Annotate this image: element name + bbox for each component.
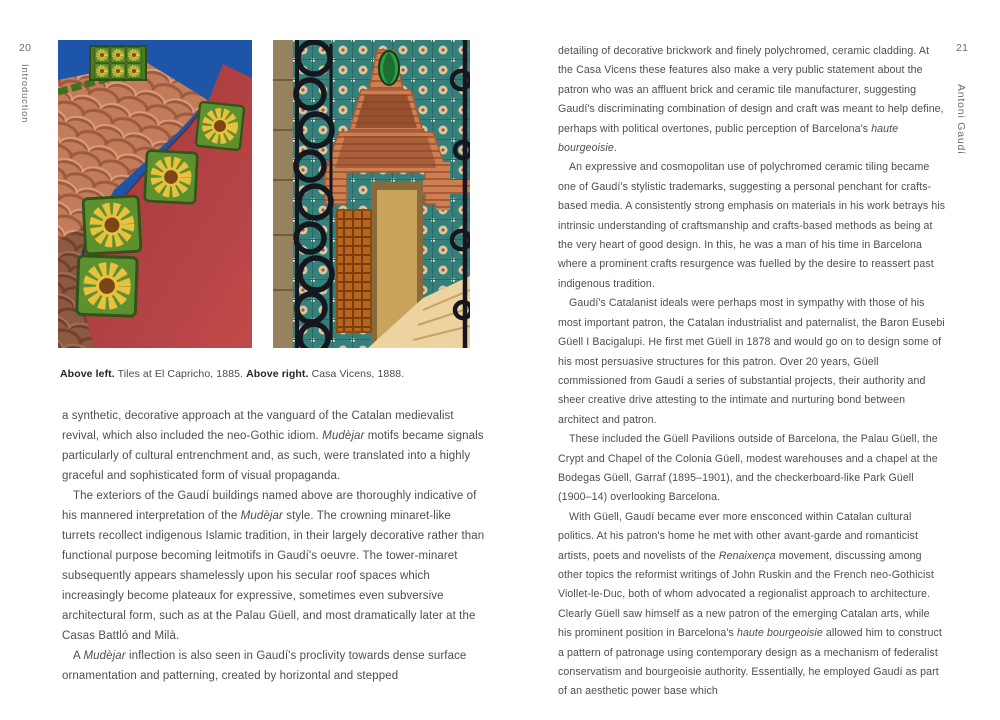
green-ornament-icon: [379, 51, 399, 85]
text-run: Mudèjar: [83, 650, 126, 662]
sunflower-chimney: [90, 46, 146, 80]
paragraph: [558, 508, 946, 702]
casa-vicens-photo: [273, 40, 470, 348]
text-run: Tiles at El Capricho, 1885.: [114, 367, 247, 380]
paragraph: [558, 42, 946, 158]
text-run: A: [73, 650, 84, 662]
paragraph: [558, 294, 946, 430]
text-run: Renaixença: [718, 549, 776, 562]
text-run: inflection is also seen in Gaudí's proclivity towards dense surface ornamentation and patterning, created by horizontal and stepped: [62, 650, 467, 682]
paragraph: [558, 430, 946, 508]
text-run: These included the Güell Pavilions outside of Barcelona, the Palau Güell, the Crypt and Chapel of the Colonia Güell, modest warehouses and a chapel at the Bodegas Güell, Garraf (1895–1901), and the checkerboard-like Park Güell (1900–14) overlooking Barcelona.: [558, 433, 938, 504]
text-run: Mudèjar: [240, 510, 283, 522]
text-run: allowed him to construct a pattern of patronage using contemporary design as a mechanism of federalist conservatism and bourgeoisie authority. Essentially, he employed Gaudí as part of an aesthetic power base which: [558, 627, 942, 698]
text-run: Mudèjar: [322, 430, 365, 442]
text-run: Above left.: [60, 367, 115, 380]
stone-wall: [273, 40, 293, 348]
page-number-left: 20: [19, 42, 32, 54]
text-run: An expressive and cosmopolitan use of polychromed ceramic tiling became one of Gaudí's stylistic trademarks, suggesting a personal penchant for crafts-based media. A consistently strong emphasis on materials in his work betrays his intrinsic understanding of craftsmanship and crafts-based methods as being at the very heart of good design. In this, he was a man of his time in Barcelona where a prominent crafts resurgence was fuelled by the desire to reassert past indigenous tradition.: [558, 161, 946, 290]
margin-label-introduction: Introduction: [19, 64, 30, 124]
text-run: haute bourgeoisie: [558, 122, 899, 155]
text-run: Casa Vicens, 1888.: [308, 367, 405, 380]
text-run: detailing of decorative brickwork and finely polychromed, ceramic cladding. At the Casa Vicens these features also make a very public statement about the patron who was an affluent brick and ceramic tile manufacturer, suggesting Gaudí's discriminating combination of design and craft was meant to help define, perhaps with political overtones, public perception of Barcelona's: [558, 45, 944, 135]
text-run: With Güell, Gaudí became ever more ensconced within Catalan cultural politics. At his patron's home he met with other avant-garde and romanticist artists, poets and novelists of the: [558, 510, 918, 562]
page-number-right: 21: [956, 42, 969, 54]
text-run: motifs became signals particularly of cultural entrenchment and, as such, were translated into a highly graceful and sophisticated form of visual propaganda.: [62, 430, 484, 482]
text-run: a synthetic, decorative approach at the vanguard of the Catalan medievalist revival, which also included the neo-Gothic idiom.: [62, 410, 454, 442]
paragraph: [62, 406, 486, 486]
text-run: style. The crowning minaret-like turrets recollect indigenous Islamic tradition, in their largely decorative rather than functional purpose becoming leitmotifs in Gaudí's oeuvre. The tower-minaret subsequently appears shamelessly upon his secular roof spaces which increasingly become plateaux for expressive, sometimes even subversive architectural form, such as at the Palau Güell, and most dramatically later at the Casas Battló and Milà.: [62, 510, 485, 642]
figure-caption: [60, 368, 404, 380]
lattice-door: [337, 210, 371, 332]
paragraph: [62, 486, 486, 646]
el-capricho-tiles-photo: [58, 40, 252, 348]
paragraph: [558, 158, 946, 294]
text-run: movement, discussing among other topics the reformist writings of John Ruskin and the French neo-Gothicist Viollet-le-Duc, both of whom advocated a regionalist approach to architecture. Clearly Güell saw himself as a new patron of the emerging Catalan arts, while his prominent position in Barcelona's: [558, 549, 934, 640]
text-run: Gaudí's Catalanist ideals were perhaps most in sympathy with those of his most important patron, the Catalan industrialist and paternalist, the Baron Eusebi Güell I Bacigalupi. He first met Güell in 1878 and would go on to design some of his most persuasive structures for this patron. Over 20 years, Güell commissioned from Gaudí a series of substantial projects, their authority and sheer creative drive attesting to the intimate and nurturing bond between architect and patron.: [558, 297, 945, 426]
text-run: .: [613, 142, 617, 155]
text-run: The exteriors of the Gaudí buildings named above are thoroughly indicative of his mannered interpretation of the: [62, 490, 477, 522]
right-page-body-text: [558, 42, 946, 702]
paragraph: [62, 646, 486, 686]
margin-label-antoni-gaudi: Antoni Gaudí: [955, 84, 967, 155]
text-run: Above right.: [246, 367, 309, 380]
text-run: haute bourgeoisie: [736, 627, 823, 640]
left-page-body-text: [62, 406, 486, 686]
